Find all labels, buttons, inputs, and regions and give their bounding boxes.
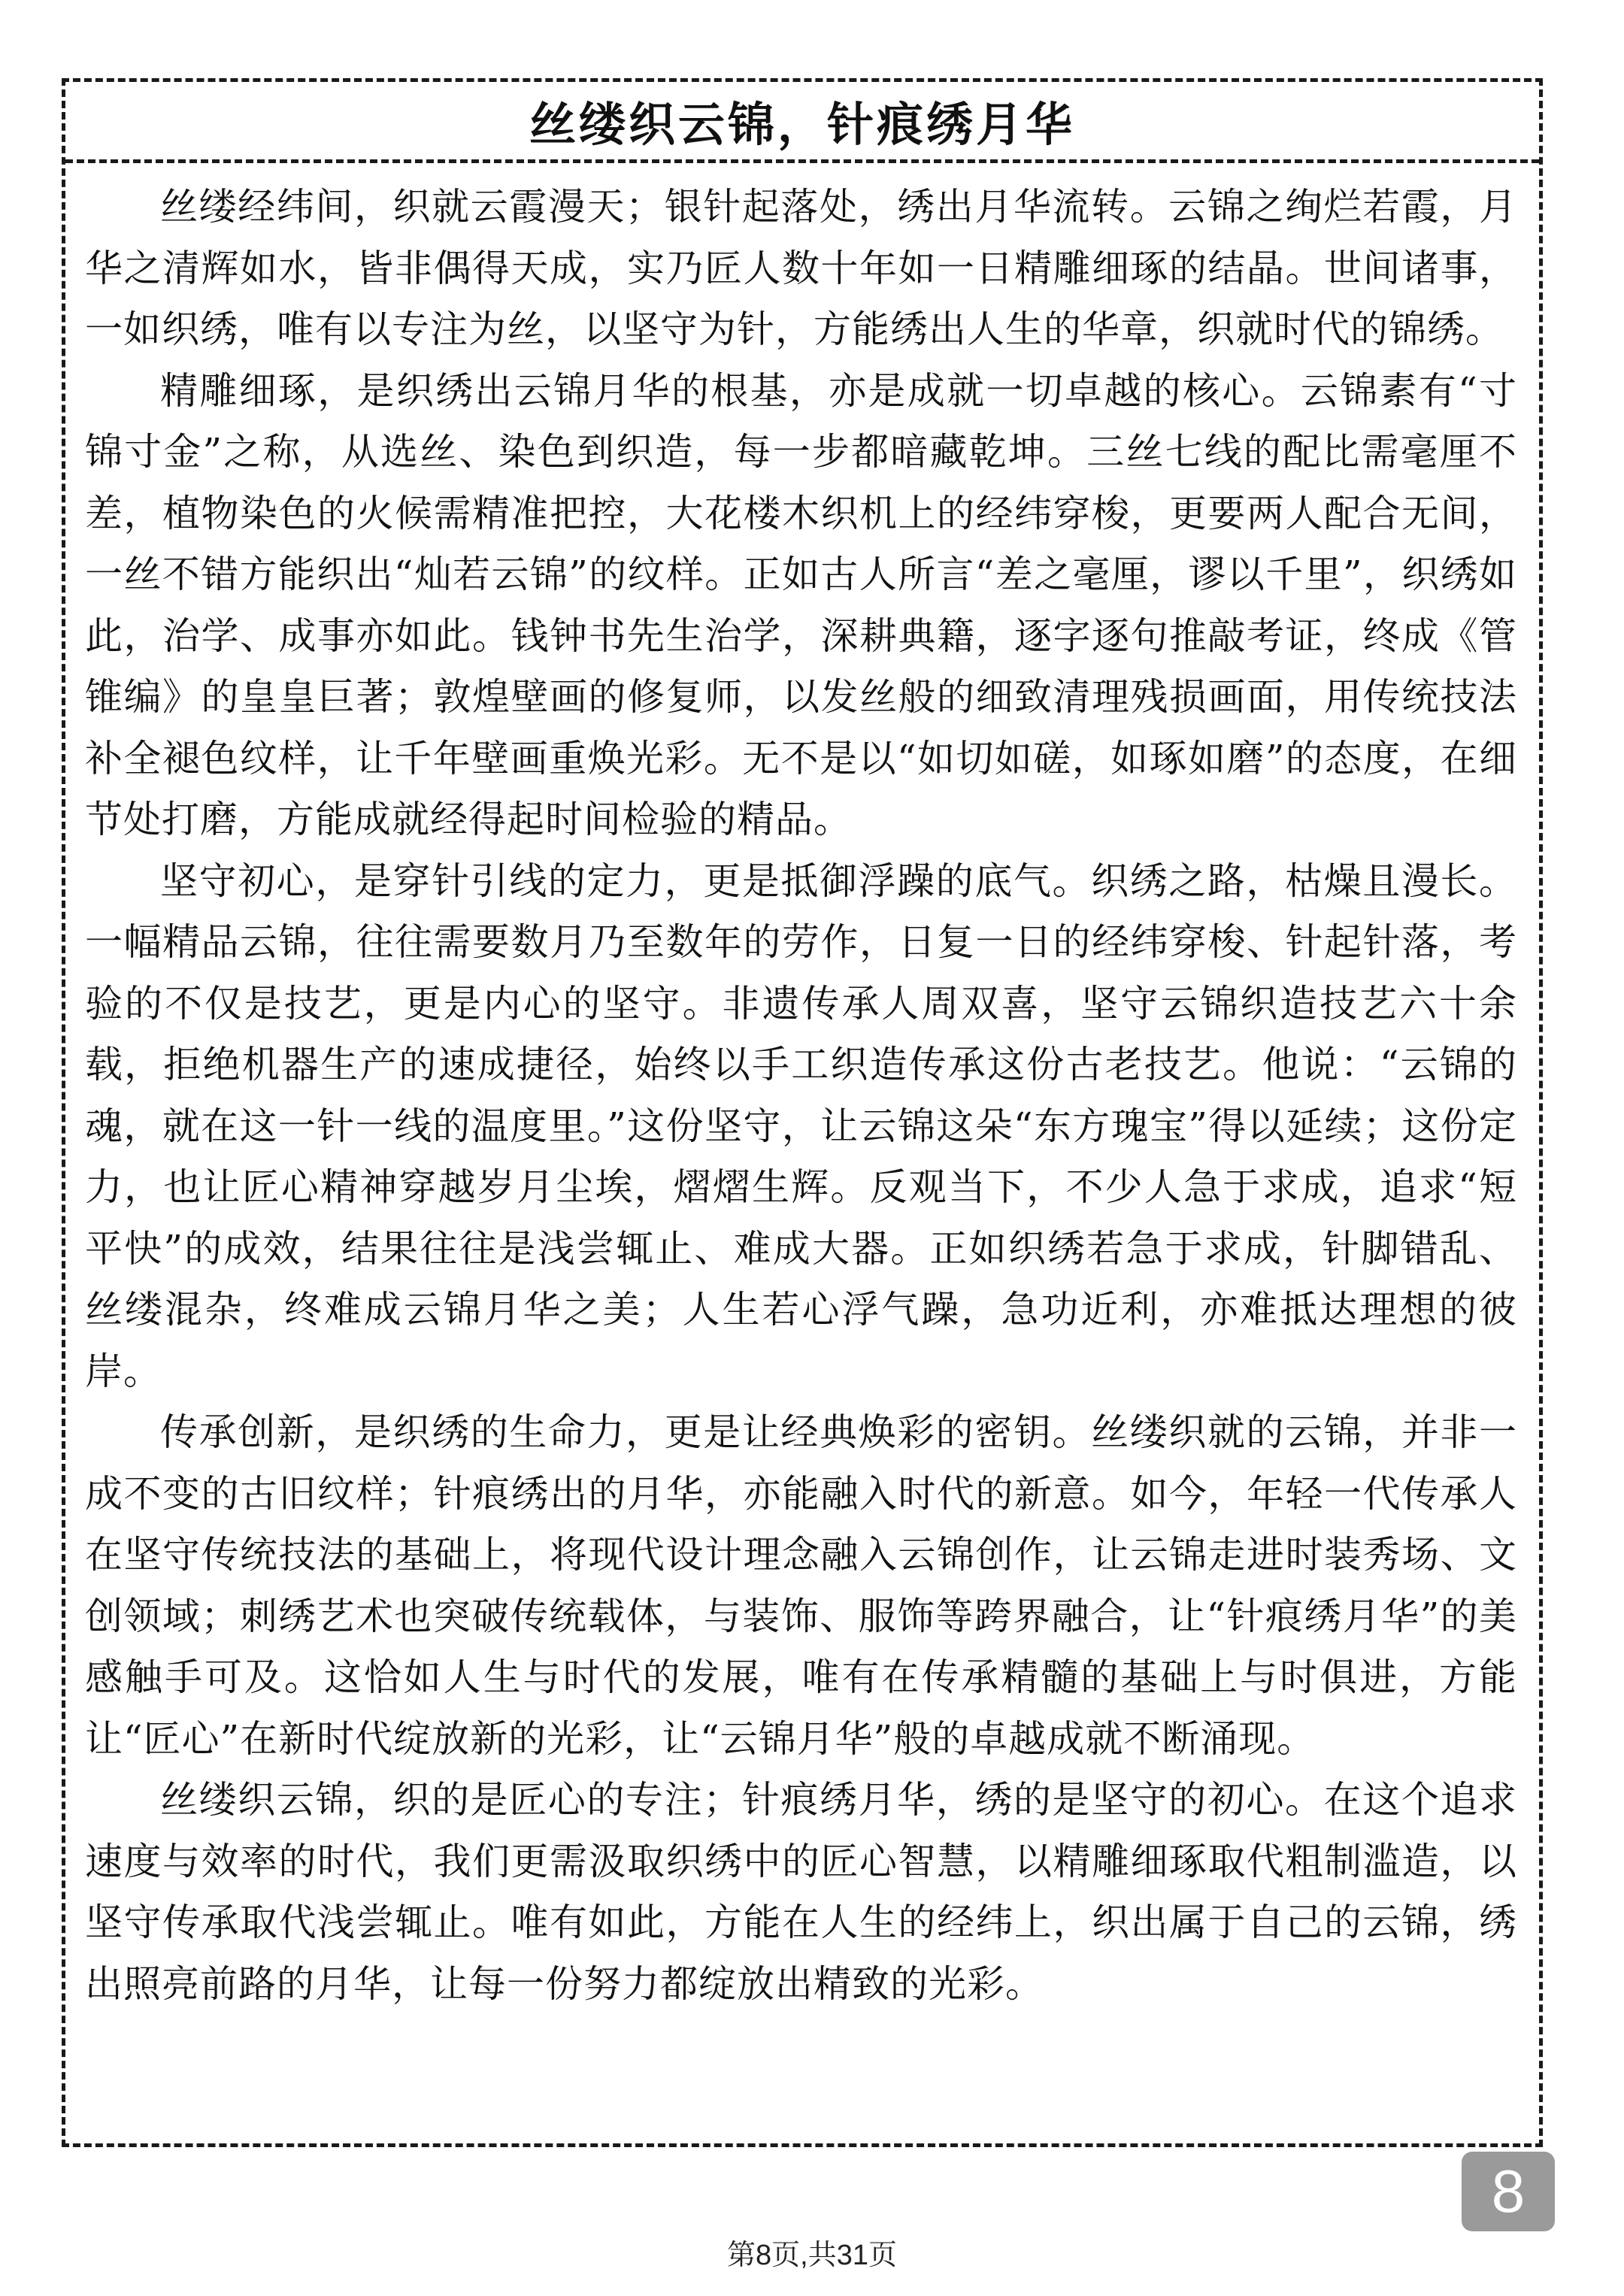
article-title: 丝缕织云锦，针痕绣月华 [529,97,1075,152]
paragraph-perseverance: 坚守初心，是穿针引线的定力，更是抵御浮躁的底气。织绣之路，枯燥且漫长。一幅精品云锦，往往需要数月乃至数年的劳作，日复一日的经纬穿梭、针起针落，考验的不仅是技艺，更是内心的坚守。非遗传承人周双喜，坚守云锦织造技艺六十余载，拒绝机器生产的速成捷径，始终以手工织造传承这份古老技艺。他说：“云锦的魂，就在这一针一线的温度里。”这份坚守，让云锦这朵“东方瑰宝”得以延续；这份定力，也让匠心精神穿越岁月尘埃，熠熠生辉。反观当下，不少人急于求成，追求“短平快”的成效，结果往往是浅尝辄止、难成大器。正如织绣若急于求成，针脚错乱、丝缕混杂，终难成云锦月华之美；人生若心浮气躁，急功近利，亦难抵达理想的彼岸。 [85,859,1517,1393]
paragraph-innovation: 传承创新，是织绣的生命力，更是让经典焕彩的密钥。丝缕织就的云锦，并非一成不变的古旧纹样；针痕绣出的月华，亦能融入时代的新意。如今，年轻一代传承人在坚守传统技法的基础上，将现代设计理念融入云锦创作，让云锦走进时装秀场、文创领域；刺绣艺术也突破传统载体，与装饰、服饰等跨界融合，让“针痕绣月华”的美感触手可及。这恰如人生与时代的发展，唯有在传承精髓的基础上与时俱进，方能让“匠心”在新时代绽放新的光彩，让“云锦月华”般的卓越成就不断涌现。 [85,1410,1517,1761]
article-body [85,177,1517,2015]
paragraph-craftsmanship: 精雕细琢，是织绣出云锦月华的根基，亦是成就一切卓越的核心。云锦素有“寸锦寸金”之称，从选丝、染色到织造，每一步都暗藏乾坤。三丝七线的配比需毫厘不差，植物染色的火候需精准把控，大花楼木织机上的经纬穿梭，更要两人配合无间，一丝不错方能织出“灿若云锦”的纹样。正如古人所言“差之毫厘，谬以千里”，织绣如此，治学、成事亦如此。钱钟书先生治学，深耕典籍，逐字逐句推敲考证，终成《管锥编》的皇皇巨著；敦煌壁画的修复师，以发丝般的细致清理残损画面，用传统技法补全褪色纹样，让千年壁画重焕光彩。无不是以“如切如磋，如琢如磨”的态度，在细节处打磨，方能成就经得起时间检验的精品。 [85,368,1517,841]
page-number-badge: 8 [1462,2152,1555,2231]
paragraph-intro: 丝缕经纬间，织就云霞漫天；银针起落处，绣出月华流转。云锦之绚烂若霞，月华之清辉如水，皆非偶得天成，实乃匠人数十年如一日精雕细琢的结晶。世间诸事，一如织绣，唯有以专注为丝，以坚守为针，方能绣出人生的华章，织就时代的锦绣。 [85,185,1517,351]
page-footer: 第8页,共31页 [727,2240,897,2271]
title-bar [65,82,1539,163]
article-frame [62,78,1543,2147]
paragraph-conclusion: 丝缕织云锦，织的是匠心的专注；针痕绣月华，绣的是坚守的初心。在这个追求速度与效率的时代，我们更需汲取织绣中的匠心智慧，以精雕细琢取代粗制滥造，以坚守传承取代浅尝辄止。唯有如此，方能在人生的经纬上，织出属于自己的云锦，绣出照亮前路的月华，让每一份努力都绽放出精致的光彩。 [85,1778,1517,2006]
